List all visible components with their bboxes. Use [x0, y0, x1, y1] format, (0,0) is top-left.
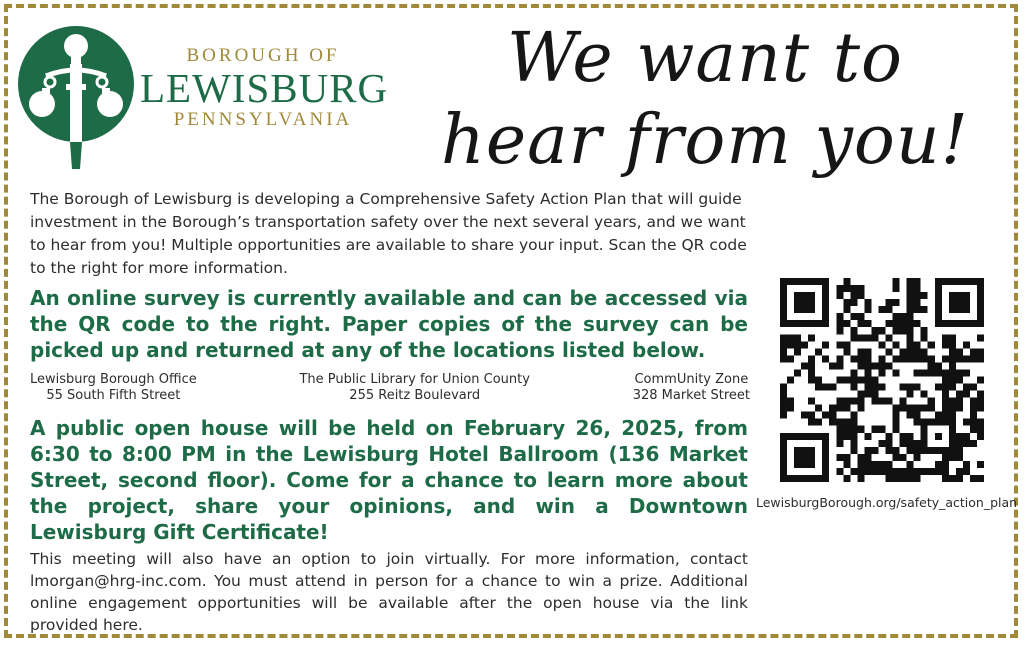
intro-paragraph: The Borough of Lewisburg is developing a Comprehensive Safety Action Plan that will guide investment in the Borough’s transportation safety over the next several years, and we want to hear from you! Multiple opportunities are available to share your input. Scan the QR code to the right for more information. — [30, 190, 747, 277]
locations-list — [30, 372, 750, 404]
lamp-post-icon — [16, 24, 136, 169]
brand-main: LEWISBURG — [140, 65, 389, 111]
qr-link[interactable]: LewisburgBorough.org/safety_action_plan — [756, 495, 1018, 510]
headline-line-2: hear from you! — [441, 101, 969, 180]
brand-top: BOROUGH OF — [186, 45, 340, 66]
virtual-paragraph: This meeting will also have an option to join virtually. For more information, contact lmorgan@hrg-inc.com. You must attend in person for a chance to win a prize. Additional online engagement opportunities will be available after the open house via the link provided here. — [30, 550, 748, 634]
headline-line-1: We want to — [507, 19, 903, 98]
location-name: Lewisburg Borough Office — [30, 372, 197, 387]
location-name: The Public Library for Union County — [299, 372, 530, 387]
location-item — [299, 372, 530, 404]
location-item — [30, 372, 197, 404]
headline — [400, 18, 1010, 182]
location-address: 55 South Fifth Street — [46, 388, 181, 403]
borough-wordmark — [140, 45, 389, 130]
location-address: 328 Market Street — [632, 388, 750, 403]
qr-code-icon[interactable] — [780, 278, 984, 482]
survey-paragraph: An online survey is currently available and can be accessed via the QR code to the right. Paper copies of the survey can be picked up and returned at any of the locations listed below. — [30, 286, 748, 362]
location-item — [633, 372, 750, 404]
brand-bottom: PENNSYLVANIA — [173, 109, 353, 130]
open-house-paragraph: A public open house will be held on February 26, 2025, from 6:30 to 8:00 PM in the Lewisburg Hotel Ballroom (136 Market Street, second floor). Come for a chance to learn more about the project, share your opinions, and win a Downtown Lewisburg Gift Certificate! — [30, 416, 748, 544]
location-name: CommUnity Zone — [634, 372, 749, 387]
location-address: 255 Reitz Boulevard — [349, 388, 481, 403]
